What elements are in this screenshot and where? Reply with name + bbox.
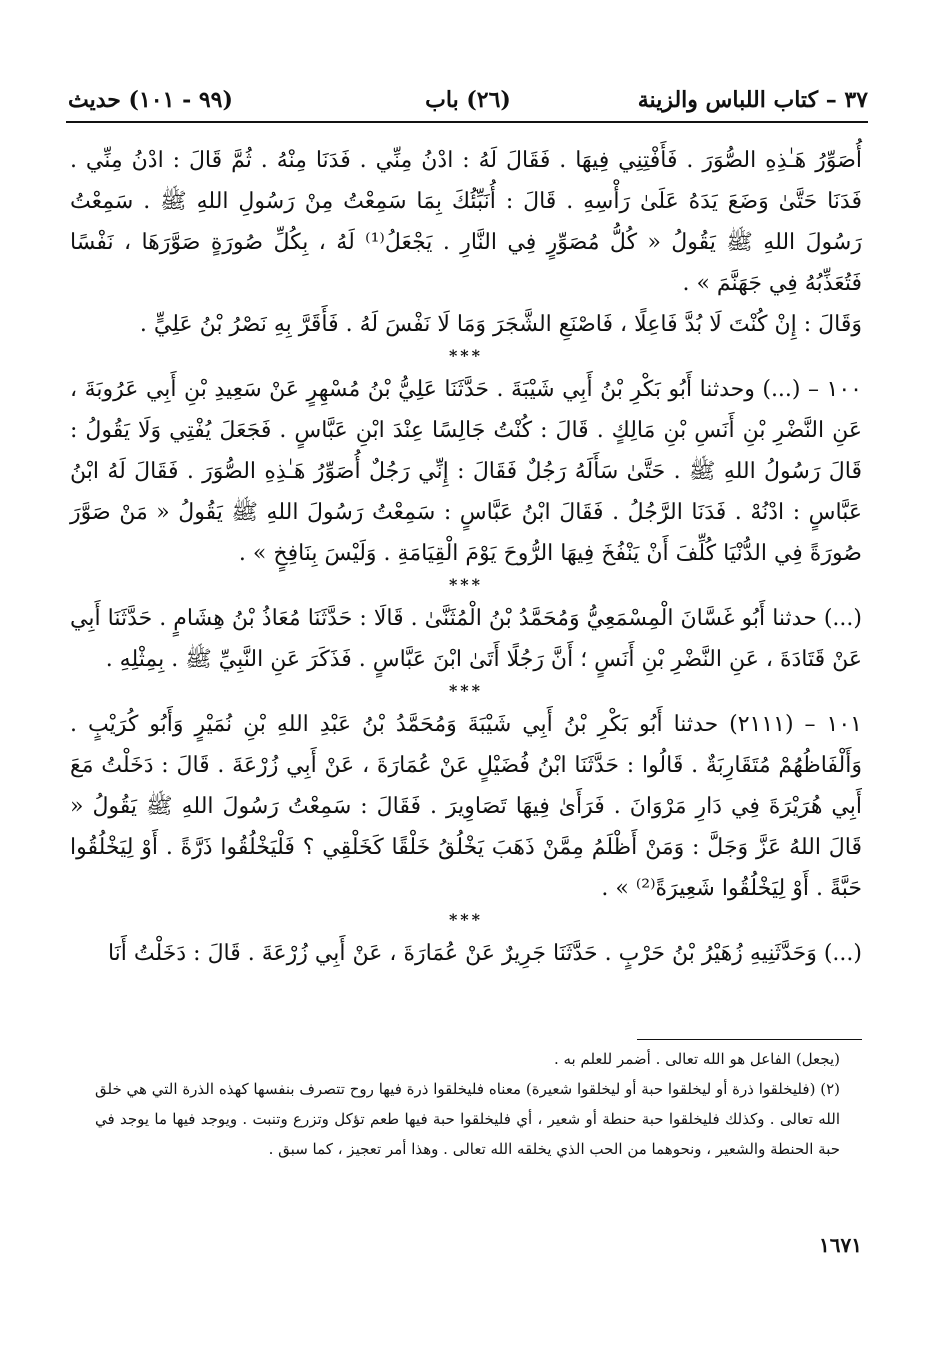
section-separator: *** xyxy=(448,575,484,594)
header-book-title: ٣٧ – كتاب اللباس والزينة xyxy=(637,87,868,113)
hadith-100: ١٠٠ – (...) وحدثنا أَبُو بَكْرِ بْنُ أَبِي شَيْبَةَ . حَدَّثَنَا عَلِيُّ بْنُ مُسْهِرٍ عَنْ سَعِيدِ بْنِ أَبِي عَرُوبَةَ ، عَنِ النَّضْرِ بْنِ أَنَسِ بْنِ مَالِكٍ . قَالَ : كُنْتُ جَالِسًا عِنْدَ ابْنِ عَبَّاسٍ . فَجَعَلَ يُفْتِي وَلَا يَقُولُ : قَالَ رَسُولُ اللهِ ﷺ . حَتَّىٰ سَأَلَهُ رَجُلٌ فَقَالَ : إِنِّي رَجُلٌ أُصَوِّرُ هَـٰذِهِ الصُّوَرَ . فَقَالَ لَهُ ابْنُ عَبَّاسٍ : ادْنُهْ . فَدَنَا الرَّجُلُ . فَقَالَ ابْنُ عَبَّاسٍ : سَمِعْتُ رَسُولَ اللهِ ﷺ يَقُولُ « مَنْ صَوَّرَ صُورَةً فِي الدُّنْيَا كُلِّفَ أَنْ يَنْفُخَ فِيهَا الرُّوحَ يَوْمَ الْقِيَامَةِ . وَلَيْسَ بِنَافِخٍ » . xyxy=(70,377,862,566)
footnote-rule xyxy=(637,1039,862,1040)
hadith-101-variant: (...) وَحَدَّثَنِيهِ زُهَيْرُ بْنُ حَرْبٍ . حَدَّثَنَا جَرِيرٌ عَنْ عُمَارَةَ ، عَنْ أَبِي زُرْعَةَ . قَالَ : دَخَلْتُ أَنَا xyxy=(107,941,862,966)
main-text xyxy=(70,140,862,974)
footnotes xyxy=(95,1044,840,1164)
footnote-1: (يجعل) الفاعل هو الله تعالى . أضمر للعلم به . xyxy=(553,1050,840,1068)
hadith-101: ١٠١ – (٢١١١) حدثنا أَبُو بَكْرِ بْنُ أَبِي شَيْبَةَ وَمُحَمَّدُ بْنُ عَبْدِ اللهِ بْنِ نُمَيْرٍ وَأَبُو كُرَيْبٍ . وَأَلْفَاظُهُمْ مُتَقَارِبَةٌ . قَالُوا : حَدَّثَنَا ابْنُ فُضَيْلٍ عَنْ عُمَارَةَ ، عَنْ أَبِي زُرْعَةَ . قَالَ : دَخَلْتُ مَعَ أَبِي هُرَيْرَةَ فِي دَارِ مَرْوَانَ . فَرَأَىٰ فِيهَا تَصَاوِيرَ . فَقَالَ : سَمِعْتُ رَسُولَ اللهِ ﷺ يَقُولُ « قَالَ اللهُ عَزَّ وَجَلَّ : وَمَنْ أَظْلَمُ مِمَّنْ ذَهَبَ يَخْلُقُ خَلْقًا كَخَلْقِي ؟ فَلْيَخْلُقُوا ذَرَّةً . أَوْ لِيَخْلُقُوا حَبَّةً . أَوْ لِيَخْلُقُوا شَعِيرَةً⁽²⁾ » . xyxy=(70,712,862,901)
paragraph-continuation: أُصَوِّرُ هَـٰذِهِ الصُّوَرَ . فَأَفْتِنِي فِيهَا . فَقَالَ لَهُ : ادْنُ مِنِّي . فَدَنَا مِنْهُ . ثُمَّ قَالَ : ادْنُ مِنِّي . فَدَنَا حَتَّىٰ وَضَعَ يَدَهُ عَلَىٰ رَأْسِهِ . قَالَ : أُنَبِّئُكَ بِمَا سَمِعْتُ مِنْ رَسُولِ اللهِ ﷺ . سَمِعْتُ رَسُولَ اللهِ ﷺ يَقُولُ « كُلُّ مُصَوِّرٍ فِي النَّارِ . يَجْعَلُ⁽¹⁾ لَهُ ، بِكُلِّ صُورَةٍ صَوَّرَهَا ، نَفْسًا فَتُعَذِّبُهُ فِي جَهَنَّمَ » . xyxy=(70,148,862,296)
section-separator: *** xyxy=(448,910,484,929)
section-separator: *** xyxy=(448,681,484,700)
section-separator: *** xyxy=(448,346,484,365)
header-hadith-range: (٩٩ - ١٠١) حديث xyxy=(68,87,233,113)
header-rule xyxy=(66,121,868,123)
hadith-100-variant: (...) حدثنا أَبُو غَسَّانَ الْمِسْمَعِيُّ وَمُحَمَّدُ بْنُ الْمُثَنَّىٰ . قَالَا : حَدَّثَنَا مُعَاذُ بْنُ هِشَامٍ . حَدَّثَنَا أَبِي عَنْ قَتَادَةَ ، عَنِ النَّضْرِ بْنِ أَنَسٍ ؛ أَنَّ رَجُلًا أَتَىٰ ابْنَ عَبَّاسٍ . فَذَكَرَ عَنِ النَّبِيِّ ﷺ . بِمِثْلِهِ . xyxy=(70,606,862,672)
footnote-2: (٢) (فليخلقوا ذرة أو ليخلقوا حبة أو ليخلقوا شعيرة) معناه فليخلقوا ذرة فيها روح تتصرف بنفسها كهذه الذرة التي هي خلق الله تعالى . وكذلك فليخلقوا حبة حنطة أو شعير ، أي فليخلقوا حبة فيها طعم تؤكل وتزرع وتنبت . ويوجد فيها ما يوجد في حبة الحنطة والشعير ، ونحوهما من الحب الذي يخلقه الله تعالى . وهذا أمر تعجيز ، كما سبق . xyxy=(95,1080,840,1158)
running-header xyxy=(68,82,868,118)
page-number: ١٦٧١ xyxy=(819,1233,862,1257)
header-chapter: (٢٦) باب xyxy=(425,87,511,113)
paragraph-statement: وَقَالَ : إِنْ كُنْتَ لَا بُدَّ فَاعِلًا ، فَاصْنَعِ الشَّجَرَ وَمَا لَا نَفْسَ لَهُ . فَأَقَرَّ بِهِ نَصْرُ بْنُ عَلِيٍّ . xyxy=(139,312,862,337)
